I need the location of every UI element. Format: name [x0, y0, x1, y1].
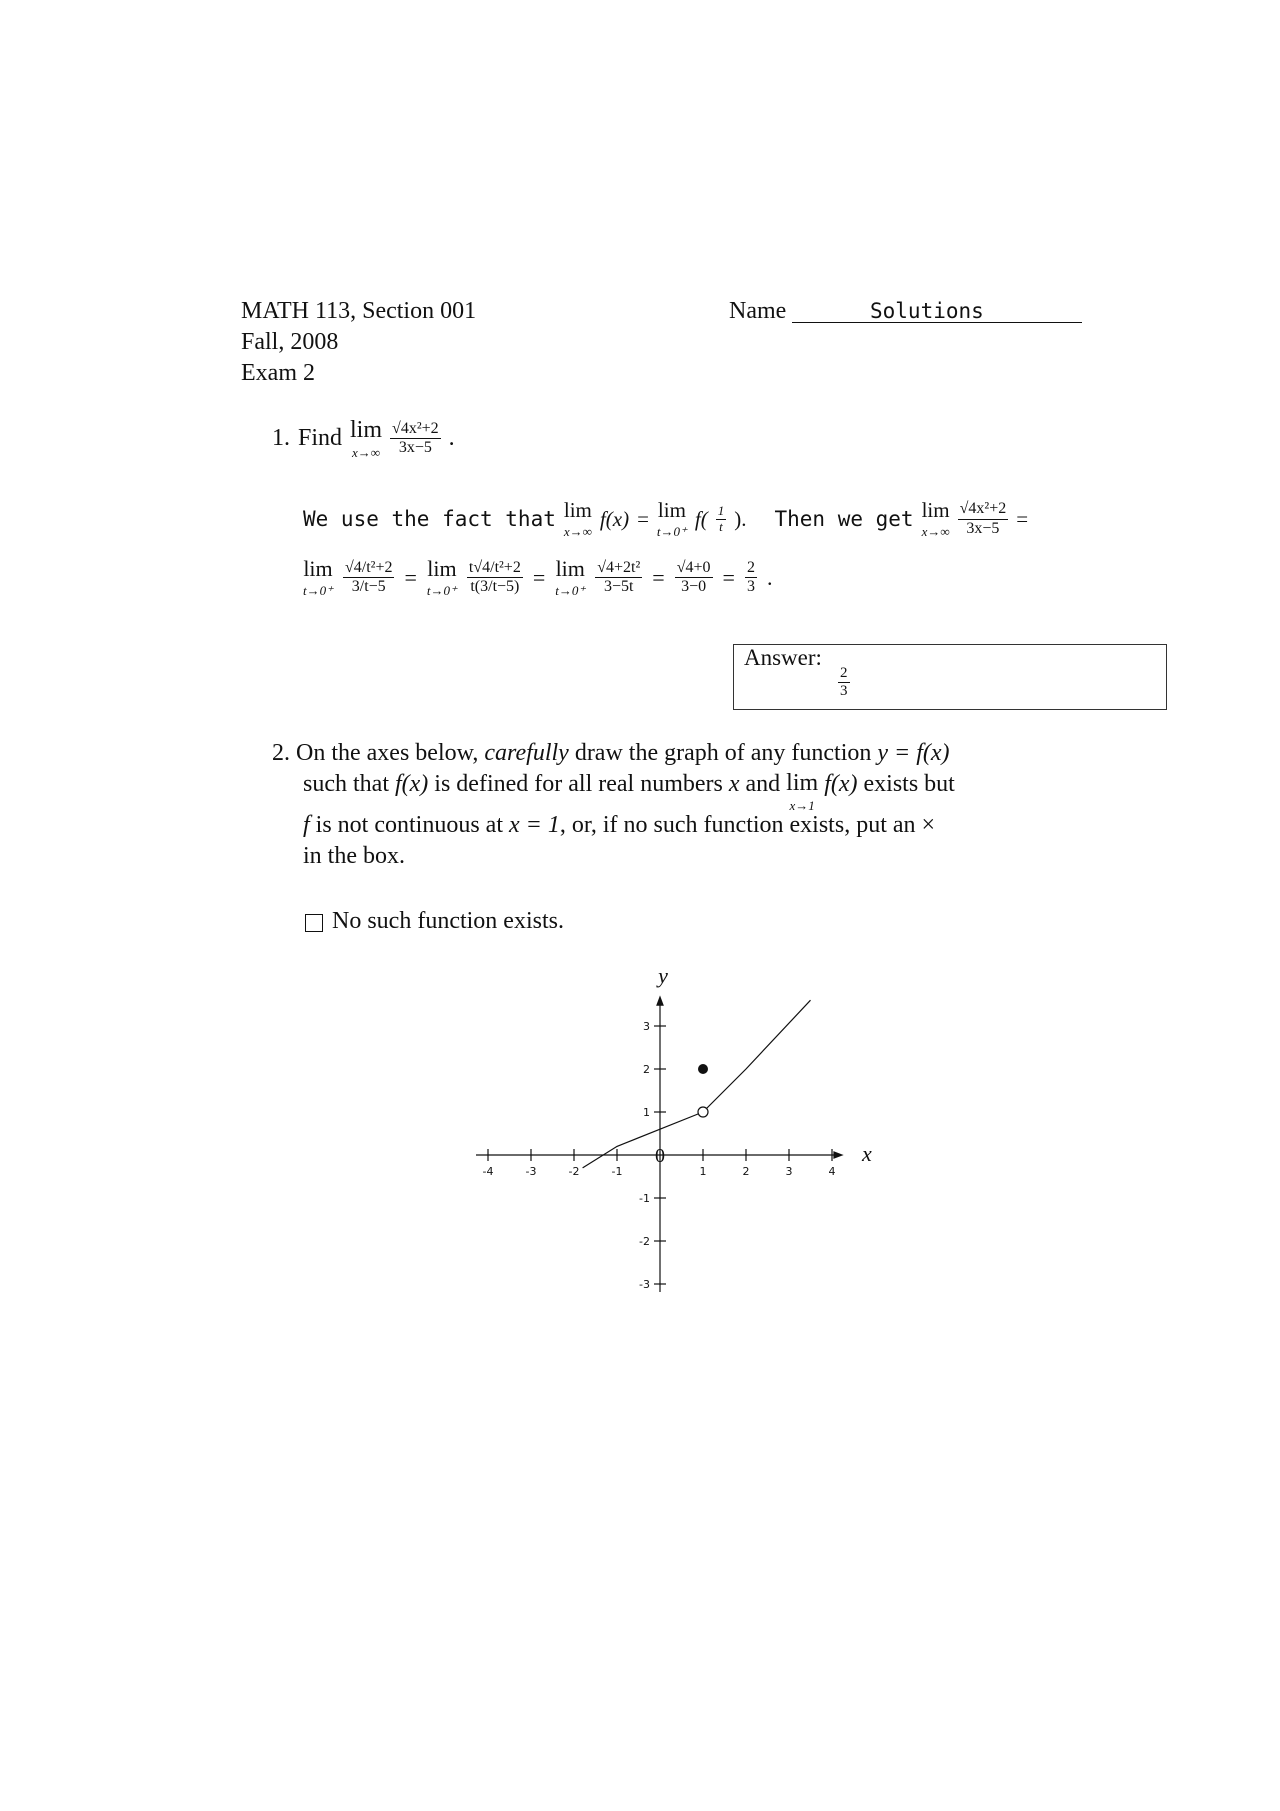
y-axis-arrow [657, 997, 663, 1005]
sol-fx: f(x) [599, 506, 630, 531]
sol-fraction-x: $\frac{\text{√4x²+2}}{3x-5}$ [959, 500, 1007, 537]
q2-number: 2. [272, 740, 290, 766]
graph-axes [460, 950, 880, 1300]
sol-lim-x: lim x→∞ [563, 498, 592, 539]
name-value: Solutions [870, 299, 984, 323]
no-such-function-checkbox[interactable] [305, 914, 323, 932]
y-tick-label: -1 [639, 1192, 650, 1205]
course-title: MATH 113, Section 001 [241, 298, 477, 324]
x-tick-label: -1 [611, 1165, 623, 1178]
graph-curve-1 [583, 1112, 703, 1168]
sol-one-over-t: $\frac{1}{t}$ [717, 502, 725, 534]
sol2-frac-1: $\frac{\text{√4/t²+2}}{3/t-5}$ [344, 558, 393, 595]
x-tick-label: -2 [568, 1165, 580, 1178]
q1-lim: lim x→∞ [350, 417, 383, 460]
sol2-frac-2: $\frac{\text{t√4/t²+2}}{t(3/t-5)}$ [468, 558, 521, 595]
graph-curve-2 [703, 1000, 811, 1112]
q2-line-2: such that f(x) is defined for all real numbers x and lim x→1 f(x) exists but [303, 770, 955, 813]
x-axis-label: x [862, 1141, 872, 1166]
sol2-frac-4: $\frac{√4+0}{3-0}$ [676, 558, 711, 595]
answer-label: Answer: [744, 645, 822, 670]
x-axis-arrow [834, 1152, 842, 1158]
x-tick-label: -3 [525, 1165, 537, 1178]
exam-title: Exam 2 [241, 360, 315, 386]
name-label: Name [729, 298, 787, 324]
checkbox-label: No such function exists. [332, 908, 564, 934]
term: Fall, 2008 [241, 329, 339, 355]
y-tick-label: -2 [639, 1235, 650, 1248]
sol-lim-x-2: lim x→∞ [921, 498, 950, 539]
origin-label: 0 [655, 1145, 665, 1167]
q1-fraction: $\frac{\text{√4x²+2}}{3x-5}$ [392, 419, 439, 456]
q1-prompt: 1. Find lim x→∞ $\frac{\text{√4x²+2}}{3x-5}$ . [272, 417, 455, 460]
sol2-lim-2: lim t→0⁺ [426, 556, 457, 598]
sol2-frac-3: $\frac{\text{√4+2t²}}{3-5t}$ [597, 558, 641, 595]
sol2-lim-3: lim t→0⁺ [555, 556, 586, 598]
x-tick-label: 1 [699, 1165, 707, 1178]
x-tick-label: 4 [828, 1165, 836, 1178]
sol-intro: We use the fact that [303, 507, 556, 531]
q1-solution-line-2: lim t→0⁺ $\frac{\text{√4/t²+2}}{3/t-5}$ = lim t→0⁺ $\frac{\text{t√4/t²+2}}{t(3/t-5)}$ = lim t→0⁺ $\frac{\text{√4+2t²}}{3-5t}$ = $\frac{√4+0}{3-0}$ = $\frac{2}{3}$ . [303, 556, 773, 598]
y-axis-label: y [658, 963, 668, 989]
answer-value: $\frac{2}{3}$ [840, 665, 848, 700]
y-tick-label: 1 [643, 1106, 650, 1119]
open-point [698, 1107, 708, 1117]
q1-find: Find [298, 425, 343, 451]
sol-lim-t: lim t→0⁺ [656, 498, 687, 539]
q2-line-4: in the box. [303, 843, 405, 869]
filled-point [698, 1064, 708, 1074]
sol-then: Then we get [774, 507, 914, 531]
q2-line-1: 2. On the axes below, carefully draw the graph of any function y = f(x) [272, 740, 950, 766]
x-tick-label: -4 [482, 1165, 494, 1178]
y-tick-label: 2 [643, 1063, 650, 1076]
sol2-frac-5: $\frac{2}{3}$ [746, 558, 755, 595]
y-tick-label: 3 [643, 1020, 650, 1033]
q2-line-3: f is not continuous at x = 1, or, if no such function exists, put an × [303, 812, 936, 838]
x-tick-label: 2 [742, 1165, 750, 1178]
q1-number: 1. [272, 425, 290, 451]
q1-solution-line-1: We use the fact that lim x→∞ f(x) = lim t→0⁺ f( $\frac{1}{t}$ ). Then we get lim x→∞ $\frac{\text{√4x²+2}}{3x-5}$ = [303, 498, 1029, 539]
q2-lim: lim x→1 [786, 770, 819, 813]
x-tick-label: 3 [785, 1165, 793, 1178]
sol2-lim-1: lim t→0⁺ [303, 556, 333, 598]
y-tick-label: -3 [639, 1278, 650, 1291]
answer-box [733, 644, 1167, 710]
